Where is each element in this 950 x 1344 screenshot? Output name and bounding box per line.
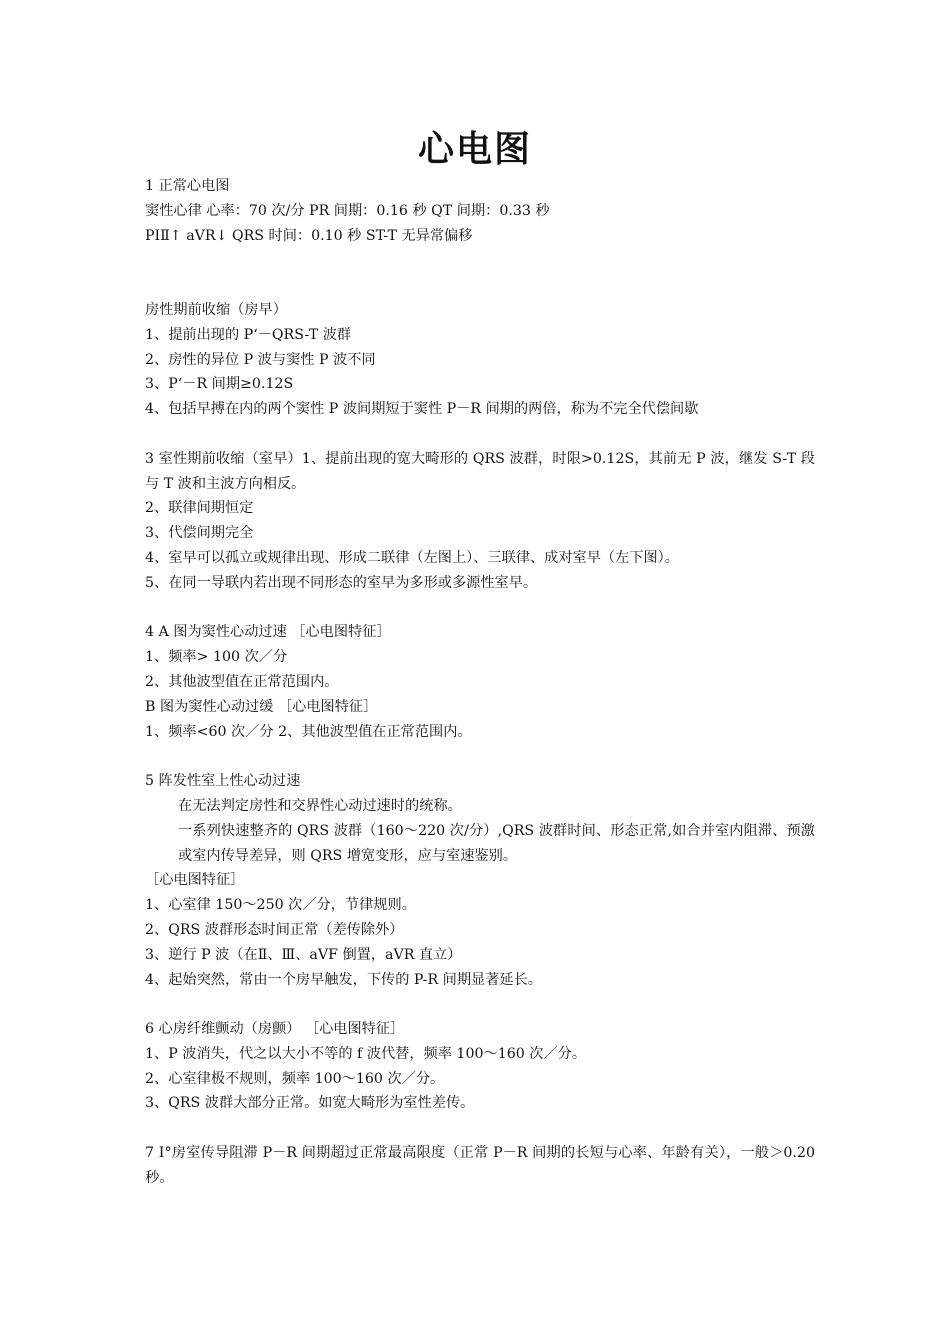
spacer xyxy=(145,744,815,769)
section-6-line-2: 1、P 波消失，代之以大小不等的 f 波代替，频率 100～160 次／分。 xyxy=(145,1045,587,1062)
document-body xyxy=(145,174,815,1191)
section-5-paragraph: 一系列快速整齐的 QRS 波群（160～220 次/分）,QRS 波群时间、形态正常,如合并室内阻滞、预激或室内传导差异，则 QRS 增宽变形，应与室速鉴别。 xyxy=(178,822,815,864)
section-2-heading: 房性期前收缩（房早） xyxy=(145,301,287,318)
section-6-heading: 6 心房纤维颤动（房颤） ［心电图特征］ xyxy=(145,1021,405,1038)
section-1-line-3: PⅠⅡ↑ aVR↓ QRS 时间：0.10 秒 ST-T 无异常偏移 xyxy=(145,227,473,244)
section-5-line-6: 2、QRS 波群形态时间正常（差传除外） xyxy=(145,921,404,938)
section-3-heading: 3 室性期前收缩（室早）1、提前出现的宽大畸形的 QRS 波群，时限>0.12S，其前无 P 波，继发 S-T 段与 T 波和主波方向相反。 xyxy=(145,450,815,492)
section-6-line-4: 3、QRS 波群大部分正常。如宽大畸形为室性差传。 xyxy=(145,1095,475,1112)
spacer xyxy=(145,422,815,447)
spacer xyxy=(145,992,815,1017)
section-3-line-5: 5、在同一导联内若出现不同形态的室早为多形或多源性室早。 xyxy=(145,574,538,591)
section-5-line-5: 1、心室律 150～250 次／分，节律规则。 xyxy=(145,897,416,914)
section-2-line-2: 1、提前出现的 P‘－QRS-T 波群 xyxy=(145,326,352,343)
section-5-line-4: ［心电图特征］ xyxy=(145,872,245,889)
spacer xyxy=(145,248,815,298)
spacer xyxy=(145,1116,815,1141)
page-title: 心电图 xyxy=(417,129,532,170)
section-3-line-2: 2、联律间期恒定 xyxy=(145,500,254,517)
section-2-line-4: 3、P‘－R 间期≥0.12S xyxy=(145,376,294,393)
section-5-line-2: 在无法判定房性和交界性心动过速时的统称。 xyxy=(178,797,462,814)
spacer xyxy=(145,596,815,621)
section-1-heading: 1 正常心电图 xyxy=(145,178,230,194)
section-5-heading: 5 阵发性室上性心动过速 xyxy=(145,773,301,790)
section-4-heading: 4 A 图为窦性心动过速 ［心电图特征］ xyxy=(145,624,391,641)
section-2-line-3: 2、房性的异位 P 波与窦性 P 波不同 xyxy=(145,351,376,368)
section-4-line-3: 2、其他波型值在正常范围内。 xyxy=(145,673,339,690)
section-4-line-2: 1、频率> 100 次／分 xyxy=(145,649,288,666)
section-2-line-5: 4、包括早搏在内的两个窦性 P 波间期短于窦性 P－R 间期的两倍，称为不完全代偿间歇 xyxy=(145,401,699,418)
section-4-line-4: B 图为窦性心动过缓 ［心电图特征］ xyxy=(145,698,378,715)
section-1-line-2: 窦性心律 心率：70 次/分 PR 间期：0.16 秒 QT 间期：0.33 秒 xyxy=(145,202,550,219)
section-7-paragraph: 7 Ⅰ°房室传导阻滞 P－R 间期超过正常最高限度（正常 P－R 间期的长短与心率、年龄有关），一般＞0.20 秒。 xyxy=(145,1145,815,1186)
section-3-line-3: 3、代偿间期完全 xyxy=(145,525,254,542)
section-5-line-7: 3、逆行 P 波（在Ⅱ、Ⅲ、aVF 倒置，aVR 直立） xyxy=(145,946,462,963)
section-4-line-5: 1、频率<60 次／分 2、其他波型值在正常范围内。 xyxy=(145,723,472,740)
section-3-line-4: 4、室早可以孤立或规律出现、形成二联律（左图上）、三联律、成对室早（左下图）。 xyxy=(145,549,679,566)
section-6-line-3: 2、心室律极不规则，频率 100～160 次／分。 xyxy=(145,1070,445,1087)
section-5-line-8: 4、起始突然，常由一个房早触发，下传的 P-R 间期显著延长。 xyxy=(145,971,542,988)
